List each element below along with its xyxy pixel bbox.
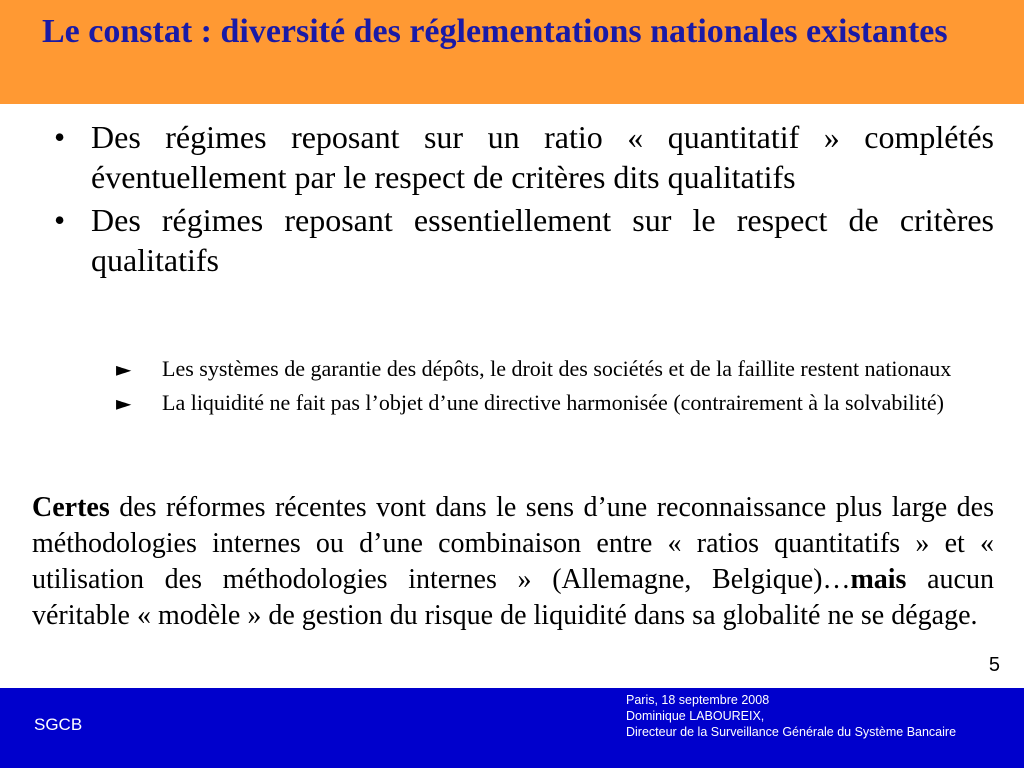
arrow-right-icon: ►: [116, 391, 132, 415]
footer-info: [626, 692, 956, 740]
conclusion-bold-start: Certes: [32, 492, 110, 523]
main-bullet-list: [54, 117, 994, 283]
footer-role: Directeur de la Surveillance Générale du Système Bancaire: [626, 725, 957, 739]
page-number: 5: [988, 654, 1000, 676]
conclusion-bold-mid: mais: [850, 564, 907, 595]
sub-bullet-item: [116, 388, 994, 418]
conclusion-text-2: aucun véritable « modèle » de gestion du risque de liquidité dans sa globalité ne se dégage.: [32, 564, 994, 631]
bullet-item: • Des régimes reposant essentiellement sur le respect de critères qualitatifs: [54, 200, 994, 280]
footer-author: Dominique LABOUREIX,: [626, 709, 765, 723]
sub-bullet-text: La liquidité ne fait pas l’objet d’une directive harmonisée (contrairement à la solvabilité): [162, 390, 944, 415]
footer-logo: SGCB: [34, 715, 83, 734]
sub-bullet-text: Les systèmes de garantie des dépôts, le droit des sociétés et de la faillite restent nationaux: [162, 356, 952, 381]
arrow-right-icon: ►: [116, 357, 132, 381]
sub-bullet-item: [116, 354, 994, 384]
conclusion-paragraph: [32, 490, 994, 634]
conclusion-text-1: des réformes récentes vont dans le sens d’une reconnaissance plus large des méthodologies internes ou d’une combinaison entre « ratios quantitatifs » et « utilisation des méthodologies internes » (Allemagne, Belgique)…: [32, 492, 994, 595]
sub-bullet-list: [116, 354, 994, 422]
bullet-item: • Des régimes reposant sur un ratio « quantitatif » complétés éventuellement par le respect de critères dits qualitatifs: [54, 117, 994, 197]
slide-title: Le constat : diversité des réglementations nationales existantes: [42, 13, 948, 50]
footer-date: Paris, 18 septembre 2008: [626, 693, 770, 707]
